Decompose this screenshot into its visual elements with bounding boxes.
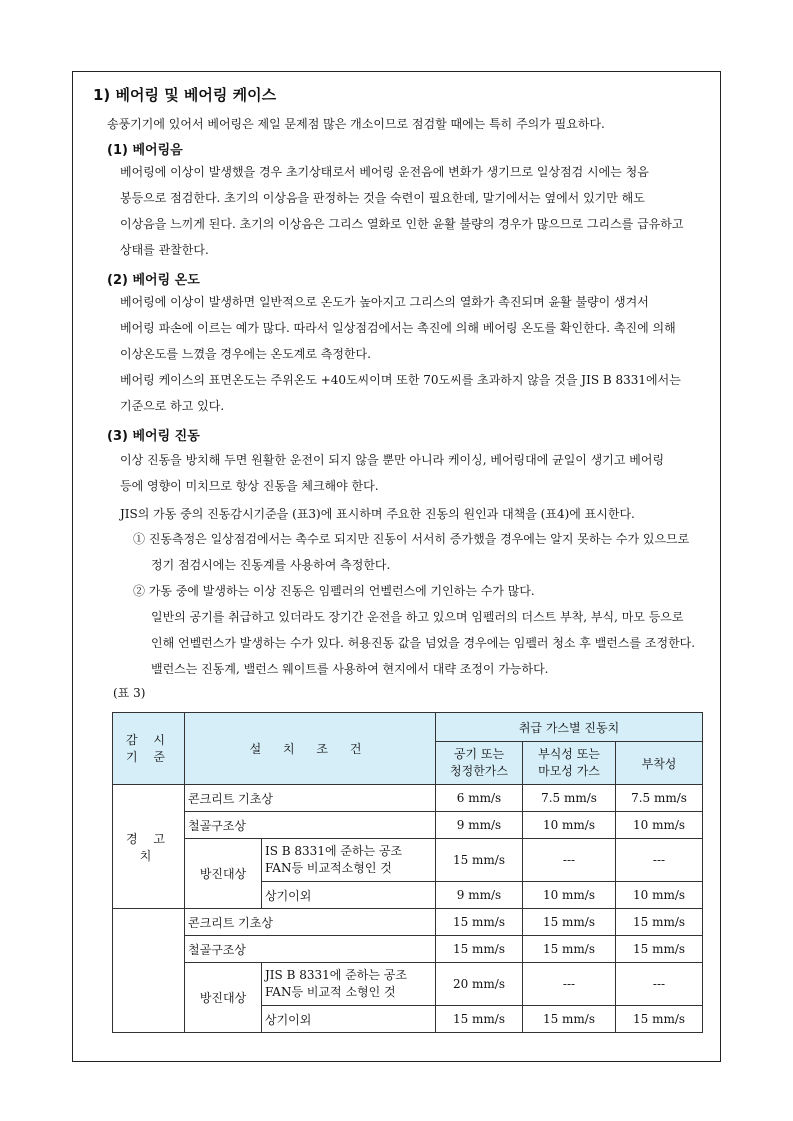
value-cell: ---: [523, 839, 616, 882]
vib-item-2: ② 가동 중에 발생하는 이상 진동은 임펠러의 언벨런스에 기인하는 수가 많다.: [133, 584, 535, 598]
value-cell: 9 mm/s: [436, 812, 523, 839]
value-cell: 15 mm/s: [523, 1006, 616, 1033]
bearing-sound-line: 이상음을 느끼게 된다. 초기의 이상음은 그리스 열화로 인한 윤활 불량의 경우가 많으므로 그리스를 급유하고: [120, 217, 684, 231]
cond-concrete: 콘크리트 기초상: [185, 909, 436, 936]
header-corrosive-gas: 부식성 또는 마모성 가스: [523, 742, 616, 785]
bearing-temp-line: 이상온도를 느꼈을 경우에는 온도계로 측정한다.: [120, 347, 371, 361]
vibration-criteria-table: [112, 712, 703, 1033]
bearing-temp-line: 베어링 케이스의 표면온도는 주위온도 +40도씨이며 또한 70도씨를 초과하지 않을 것을 JIS B 8331에서는: [120, 373, 681, 387]
value-cell: 15 mm/s: [523, 936, 616, 963]
header-criteria: 감 시 기 준: [113, 713, 185, 785]
header-adhesive: 부착성: [616, 742, 703, 785]
bearing-temp-line: 베어링 파손에 이르는 예가 많다. 따라서 일상점검에서는 촉진에 의해 베어링 온도를 확인한다. 촉진에 의해: [120, 321, 676, 335]
cond-jis: JIS B 8331에 준하는 공조 FAN등 비교적 소형인 것: [262, 963, 436, 1006]
header-clean-gas: 공기 또는 청정한가스: [436, 742, 523, 785]
bearing-vib-line: 이상 진동을 방치해 두면 원활한 운전이 되지 않을 뿐만 아니라 케이싱, 베어링대에 균일이 생기고 베어링: [120, 453, 665, 467]
warning-value-label: 경 고 치: [113, 785, 185, 909]
value-cell: 15 mm/s: [616, 909, 703, 936]
cond-steel: 철골구조상: [185, 812, 436, 839]
value-cell: 15 mm/s: [436, 909, 523, 936]
cond-jis: IS B 8331에 준하는 공조 FAN등 비교적소형인 것: [262, 839, 436, 882]
cond-steel: 철골구조상: [185, 936, 436, 963]
bearing-vib-line: 등에 영향이 미치므로 항상 진동을 체크해야 한다.: [120, 479, 379, 493]
heading-bearing-sound: (1) 베어링음: [107, 143, 183, 158]
value-cell: 15 mm/s: [436, 1006, 523, 1033]
vib-item-2-cont: 일반의 공기를 취급하고 있더라도 장기간 운전을 하고 있으며 임펠러의 더스트 부착, 부식, 마모 등으로: [151, 610, 684, 624]
value-cell: 7.5 mm/s: [523, 785, 616, 812]
bearing-temp-line: 기준으로 하고 있다.: [120, 399, 225, 413]
value-cell: 6 mm/s: [436, 785, 523, 812]
value-cell: 15 mm/s: [436, 936, 523, 963]
value-cell: 7.5 mm/s: [616, 785, 703, 812]
header-install-conditions: 설 치 조 건: [185, 713, 436, 785]
value-cell: ---: [616, 963, 703, 1006]
vib-item-2-cont: 인해 언벨런스가 발생하는 수가 있다. 허용진동 값을 넘었을 경우에는 임펠러 청소 후 밸런스를 조정한다.: [151, 636, 696, 650]
section-title: 1) 베어링 및 베어링 케이스: [93, 86, 277, 104]
bearing-sound-line: 베어링에 이상이 발생했을 경우 초기상태로서 베어링 운전음에 변화가 생기므로 일상점검 시에는 청음: [120, 165, 649, 179]
cond-other: 상기이외: [262, 1006, 436, 1033]
value-cell: 20 mm/s: [436, 963, 523, 1006]
value-cell: 10 mm/s: [523, 812, 616, 839]
value-cell: ---: [616, 839, 703, 882]
intro-paragraph: 송풍기기에 있어서 베어링은 제일 문제점 많은 개소이므로 점검할 때에는 특히 주의가 필요하다.: [107, 117, 605, 131]
value-cell: 15 mm/s: [616, 936, 703, 963]
bearing-sound-line: 봉등으로 점검한다. 초기의 이상음을 판정하는 것을 숙련이 필요한데, 말기에서는 옆에서 있기만 해도: [120, 191, 645, 205]
cond-other: 상기이외: [262, 882, 436, 909]
cond-concrete: 콘크리트 기초상: [185, 785, 436, 812]
cond-vibration-isolated: 방진대상: [185, 839, 262, 909]
bearing-sound-line: 상태를 관찰한다.: [120, 243, 209, 257]
value-cell: 15 mm/s: [436, 839, 523, 882]
cond-vibration-isolated: 방진대상: [185, 963, 262, 1033]
vib-item-1-cont: 정기 점검시에는 진동계를 사용하여 측정한다.: [151, 558, 391, 572]
value-cell: ---: [523, 963, 616, 1006]
value-cell: 15 mm/s: [523, 909, 616, 936]
value-cell: 10 mm/s: [616, 882, 703, 909]
heading-bearing-vibration: (3) 베어링 진동: [107, 429, 200, 444]
bearing-temp-line: 베어링에 이상이 발생하면 일반적으로 온도가 높아지고 그리스의 열화가 촉진되며 윤활 불량이 생겨서: [120, 295, 649, 309]
group-2-label: [113, 909, 185, 1033]
value-cell: 15 mm/s: [616, 1006, 703, 1033]
vib-item-2-cont: 밸런스는 진동계, 밸런스 웨이트를 사용하여 현지에서 대략 조정이 가능하다.: [151, 662, 549, 676]
value-cell: 10 mm/s: [616, 812, 703, 839]
value-cell: 9 mm/s: [436, 882, 523, 909]
table-label: (표 3): [113, 686, 146, 700]
vib-item-1: ① 진동측정은 일상점검에서는 촉수로 되지만 진동이 서서히 증가했을 경우에는 알지 못하는 수가 있으므로: [133, 532, 690, 546]
value-cell: 10 mm/s: [523, 882, 616, 909]
header-gas-vibration: 취급 가스별 진동치: [436, 713, 703, 742]
bearing-vib-line: JIS의 가동 중의 진동감시기준을 (표3)에 표시하며 주요한 진동의 원인과 대책을 (표4)에 표시한다.: [120, 507, 635, 521]
heading-bearing-temperature: (2) 베어링 온도: [107, 273, 200, 288]
